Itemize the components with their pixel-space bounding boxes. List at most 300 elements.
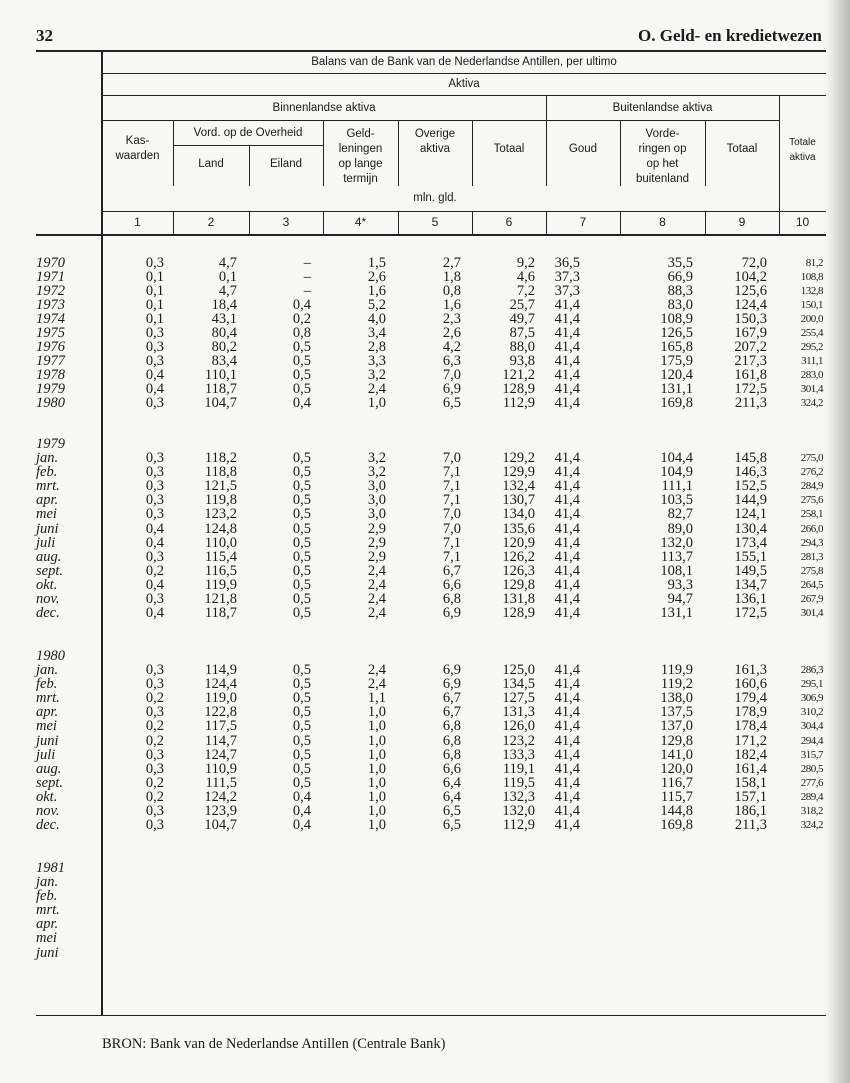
cell-col-5: 7,0 <box>442 506 461 523</box>
cell-col-1: 0,3 <box>145 492 164 509</box>
cell-col-8: 131,1 <box>660 381 693 397</box>
cell-col-10: 277,6 <box>800 776 823 789</box>
cell-col-2: 117,5 <box>204 718 237 735</box>
cell-col-8: 113,7 <box>660 548 693 565</box>
rule <box>546 211 547 234</box>
cell-col-8: 131,1 <box>660 605 693 622</box>
cell-col-2: 124,8 <box>204 520 237 537</box>
cell-col-10: 294,3 <box>800 536 823 549</box>
cell-col-10: 275,6 <box>800 494 823 507</box>
cell-col-4: 5,2 <box>367 297 386 313</box>
cell-col-8: 169,8 <box>660 817 693 834</box>
cell-col-2: 4,7 <box>218 283 237 299</box>
cell-col-8: 116,7 <box>660 774 693 791</box>
column-number: 3 <box>282 215 290 229</box>
cell-col-3: 0,5 <box>292 381 311 397</box>
cell-col-3: 0,5 <box>292 732 311 749</box>
cell-col-7: 41,4 <box>554 395 580 411</box>
cell-col-2: 119,8 <box>204 492 237 509</box>
row-label: 1970 <box>36 255 65 271</box>
cell-col-1: 0,3 <box>145 478 164 495</box>
cell-col-1: 0,3 <box>145 325 164 341</box>
cell-col-9: 146,3 <box>734 464 767 481</box>
cell-col-5: 6,8 <box>442 718 461 735</box>
cell-col-3: 0,5 <box>292 676 311 693</box>
cell-col-2: 119,9 <box>204 576 237 593</box>
cell-col-1: 0,3 <box>145 464 164 481</box>
cell-col-5: 6,9 <box>442 381 461 397</box>
cell-col-9: 72,0 <box>741 255 767 271</box>
column-number: 2 <box>207 215 215 229</box>
cell-col-1: 0,4 <box>145 520 164 537</box>
cell-col-1: 0,4 <box>145 605 164 622</box>
cell-col-2: 118,7 <box>204 605 237 622</box>
cell-col-10: 306,9 <box>800 692 823 705</box>
row-label: mei <box>36 506 57 523</box>
cell-col-6: 121,2 <box>502 367 535 383</box>
cell-col-7: 37,3 <box>554 283 580 299</box>
vorderingen-header: Vorde- ringen op op het buitenland <box>635 128 690 185</box>
cell-col-6: 128,9 <box>502 381 535 397</box>
row-label: okt. <box>36 576 58 593</box>
cell-col-2: 83,4 <box>211 353 237 369</box>
cell-col-4: 2,9 <box>367 534 386 551</box>
cell-col-4: 2,4 <box>367 676 386 693</box>
cell-col-9: 178,9 <box>734 704 767 721</box>
cell-col-3: 0,5 <box>292 746 311 763</box>
cell-col-10: 284,9 <box>800 480 823 493</box>
cell-col-1: 0,1 <box>145 297 164 313</box>
row-label: juli <box>36 534 56 551</box>
cell-col-10: 255,4 <box>800 327 823 339</box>
cell-col-1: 0,3 <box>145 548 164 565</box>
cell-col-2: 118,2 <box>204 450 237 466</box>
cell-col-9: 134,7 <box>734 576 767 593</box>
cell-col-2: 116,5 <box>204 562 237 579</box>
cell-col-8: 66,9 <box>667 269 693 285</box>
cell-col-3: 0,5 <box>292 718 311 735</box>
cell-col-5: 6,6 <box>442 576 461 593</box>
row-label: 1972 <box>36 283 65 299</box>
rule <box>398 211 399 234</box>
cell-col-4: 2,9 <box>367 520 386 537</box>
cell-col-6: 128,9 <box>502 605 535 622</box>
cell-col-8: 35,5 <box>667 255 693 271</box>
cell-col-8: 82,7 <box>667 506 693 523</box>
cell-col-2: 104,7 <box>204 395 237 411</box>
cell-col-6: 120,9 <box>502 534 535 551</box>
cell-col-10: 295,2 <box>800 341 823 353</box>
row-label: mei <box>36 718 57 735</box>
cell-col-5: 7,0 <box>442 450 461 466</box>
cell-col-10: 283,0 <box>800 369 823 381</box>
cell-col-8: 108,9 <box>660 311 693 327</box>
row-label: juni <box>36 732 59 749</box>
cell-col-5: 7,1 <box>442 548 461 565</box>
cell-col-8: 89,0 <box>667 520 693 537</box>
cell-col-8: 169,8 <box>660 395 693 411</box>
cell-col-10: 324,2 <box>800 397 823 409</box>
cell-col-9: 104,2 <box>734 269 767 285</box>
cell-col-8: 83,0 <box>667 297 693 313</box>
cell-col-2: 119,0 <box>204 690 237 707</box>
row-label: apr. <box>36 704 59 721</box>
cell-col-8: 111,1 <box>661 478 693 495</box>
cell-col-9: 207,2 <box>734 339 767 355</box>
cell-col-7: 41,4 <box>554 760 580 777</box>
vord-overheid-header: Vord. op de Overheid <box>193 127 303 139</box>
row-label: 1979 <box>36 381 65 397</box>
rule <box>620 211 621 234</box>
cell-col-9: 157,1 <box>734 788 767 805</box>
cell-col-6: 127,5 <box>502 690 535 707</box>
cell-col-1: 0,4 <box>145 576 164 593</box>
cell-col-2: 115,4 <box>204 548 237 565</box>
row-label: 1974 <box>36 311 65 327</box>
cell-col-1: 0,3 <box>145 450 164 466</box>
row-label: mei <box>36 930 57 947</box>
cell-col-5: 6,5 <box>442 395 461 411</box>
cell-col-3: 0,5 <box>292 562 311 579</box>
cell-col-6: 7,2 <box>516 283 535 299</box>
cell-col-2: 124,7 <box>204 746 237 763</box>
cell-col-5: 1,6 <box>442 297 461 313</box>
cell-col-6: 112,9 <box>502 817 535 834</box>
cell-col-5: 6,9 <box>442 662 461 678</box>
cell-col-9: 172,5 <box>734 381 767 397</box>
row-label: mrt. <box>36 902 60 919</box>
cell-col-7: 41,4 <box>554 746 580 763</box>
cell-col-6: 112,9 <box>502 395 535 411</box>
cell-col-8: 129,8 <box>660 732 693 749</box>
column-number: 8 <box>659 215 666 229</box>
cell-col-5: 0,8 <box>442 283 461 299</box>
cell-col-3: – <box>303 269 311 285</box>
cell-col-3: 0,4 <box>292 817 311 834</box>
cell-col-1: 0,3 <box>145 803 164 819</box>
cell-col-3: 0,4 <box>292 395 311 411</box>
cell-col-10: 318,2 <box>800 805 823 817</box>
cell-col-5: 6,9 <box>442 605 461 622</box>
cell-col-3: 0,5 <box>292 548 311 565</box>
cell-col-6: 126,0 <box>502 718 535 735</box>
cell-col-1: 0,3 <box>145 395 164 411</box>
row-label: 1980 <box>36 395 65 411</box>
geldleningen-header: Geld- leningen op lange termijn <box>338 128 383 185</box>
cell-col-5: 6,5 <box>442 803 461 819</box>
rule <box>472 211 473 234</box>
page-number: 32 <box>36 26 53 45</box>
goud-header: Goud <box>568 143 598 155</box>
cell-col-8: 165,8 <box>660 339 693 355</box>
cell-col-5: 6,7 <box>442 704 461 721</box>
row-label: juni <box>36 944 59 961</box>
cell-col-7: 41,4 <box>554 591 580 607</box>
unit-label: mln. gld. <box>413 192 457 204</box>
row-label: aug. <box>36 760 62 777</box>
cell-col-6: 131,8 <box>502 591 535 607</box>
cell-col-2: 80,4 <box>211 325 237 341</box>
cell-col-2: 123,2 <box>204 506 237 523</box>
cell-col-2: 110,9 <box>204 760 237 777</box>
cell-col-3: 0,5 <box>292 492 311 509</box>
cell-col-8: 119,9 <box>660 662 693 678</box>
cell-col-4: 2,4 <box>367 662 386 678</box>
cell-col-3: 0,5 <box>292 520 311 537</box>
cell-col-9: 124,1 <box>734 506 767 523</box>
row-label: 1976 <box>36 339 65 355</box>
cell-col-3: – <box>303 255 311 271</box>
cell-col-7: 36,5 <box>554 255 580 271</box>
totaal-buiten-header: Totaal <box>726 143 758 155</box>
cell-col-8: 138,0 <box>660 690 693 707</box>
cell-col-4: 1,0 <box>367 395 386 411</box>
cell-col-2: 114,7 <box>204 732 237 749</box>
cell-col-6: 129,9 <box>502 464 535 481</box>
cell-col-9: 211,3 <box>734 817 767 834</box>
cell-col-6: 123,2 <box>502 732 535 749</box>
column-number: 1 <box>134 215 141 229</box>
cell-col-1: 0,4 <box>145 534 164 551</box>
cell-col-1: 0,2 <box>145 774 164 791</box>
cell-col-4: 3,0 <box>367 492 386 509</box>
cell-col-9: 182,4 <box>734 746 767 763</box>
cell-col-8: 104,9 <box>660 464 693 481</box>
cell-col-8: 126,5 <box>660 325 693 341</box>
cell-col-4: 3,3 <box>367 353 386 369</box>
cell-col-2: 18,4 <box>211 297 237 313</box>
row-label: dec. <box>36 605 60 622</box>
cell-col-10: 289,4 <box>800 790 823 803</box>
cell-col-2: 4,7 <box>218 255 237 271</box>
cell-col-7: 41,4 <box>554 311 580 327</box>
kaswaarden-header: Kas- waarden <box>115 135 160 162</box>
totale-aktiva-header: Totale aktiva <box>789 137 816 163</box>
cell-col-3: 0,5 <box>292 760 311 777</box>
cell-col-4: 2,4 <box>367 381 386 397</box>
cell-col-10: 81,2 <box>805 257 823 269</box>
cell-col-4: 2,4 <box>367 562 386 579</box>
cell-col-9: 217,3 <box>734 353 767 369</box>
cell-col-3: 0,4 <box>292 297 311 313</box>
cell-col-5: 6,6 <box>442 760 461 777</box>
row-label: mrt. <box>36 690 60 707</box>
cell-col-9: 167,9 <box>734 325 767 341</box>
cell-col-8: 141,0 <box>660 746 693 763</box>
cell-col-9: 211,3 <box>734 395 767 411</box>
cell-col-8: 108,1 <box>660 562 693 579</box>
cell-col-4: 3,4 <box>367 325 386 341</box>
cell-col-6: 9,2 <box>516 255 535 271</box>
cell-col-7: 41,4 <box>554 381 580 397</box>
cell-col-6: 135,6 <box>502 520 535 537</box>
cell-col-7: 41,4 <box>554 297 580 313</box>
cell-col-2: 121,5 <box>204 478 237 495</box>
cell-col-6: 132,3 <box>502 788 535 805</box>
cell-col-9: 152,5 <box>734 478 767 495</box>
cell-col-7: 41,4 <box>554 774 580 791</box>
cell-col-6: 130,7 <box>502 492 535 509</box>
row-label: jan. <box>36 662 59 678</box>
cell-col-1: 0,3 <box>145 662 164 678</box>
cell-col-2: 110,0 <box>204 534 237 551</box>
cell-col-4: 1,0 <box>367 718 386 735</box>
cell-col-9: 136,1 <box>734 591 767 607</box>
cell-col-7: 41,4 <box>554 690 580 707</box>
cell-col-5: 6,4 <box>442 788 461 805</box>
cell-col-9: 186,1 <box>734 803 767 819</box>
cell-col-7: 41,4 <box>554 732 580 749</box>
cell-col-7: 41,4 <box>554 718 580 735</box>
rule <box>102 120 779 121</box>
cell-col-7: 41,4 <box>554 817 580 834</box>
cell-col-10: 301,4 <box>800 607 823 620</box>
cell-col-1: 0,3 <box>145 506 164 523</box>
overige-header: Overige aktiva <box>414 128 456 155</box>
cell-col-10: 108,8 <box>800 271 823 283</box>
cell-col-9: 179,4 <box>734 690 767 707</box>
column-number: 6 <box>505 215 513 229</box>
rule <box>173 145 323 146</box>
cell-col-6: 119,5 <box>502 774 535 791</box>
cell-col-1: 0,3 <box>145 591 164 607</box>
cell-col-6: 4,6 <box>516 269 535 285</box>
cell-col-5: 7,1 <box>442 478 461 495</box>
cell-col-6: 119,1 <box>502 760 535 777</box>
cell-col-1: 0,2 <box>145 732 164 749</box>
cell-col-4: 3,2 <box>367 367 386 383</box>
cell-col-3: 0,5 <box>292 591 311 607</box>
cell-col-8: 120,0 <box>660 760 693 777</box>
cell-col-8: 88,3 <box>667 283 693 299</box>
cell-col-3: 0,5 <box>292 704 311 721</box>
cell-col-6: 129,8 <box>502 576 535 593</box>
cell-col-6: 87,5 <box>509 325 535 341</box>
cell-col-1: 0,3 <box>145 676 164 693</box>
cell-col-6: 125,0 <box>502 662 535 678</box>
binnenlandse-header: Binnenlandse aktiva <box>272 102 376 114</box>
cell-col-10: 295,1 <box>800 678 823 691</box>
row-label: 1973 <box>36 297 65 313</box>
cell-col-5: 6,7 <box>442 562 461 579</box>
cell-col-3: 0,4 <box>292 788 311 805</box>
cell-col-4: 1,0 <box>367 732 386 749</box>
cell-col-9: 171,2 <box>734 732 767 749</box>
cell-col-10: 266,0 <box>800 522 823 535</box>
cell-col-6: 25,7 <box>509 297 535 313</box>
cell-col-2: 118,8 <box>204 464 237 481</box>
cell-col-5: 7,0 <box>442 520 461 537</box>
rule <box>323 211 324 234</box>
rule <box>705 211 706 234</box>
cell-col-4: 4,0 <box>367 311 386 327</box>
cell-col-6: 132,0 <box>502 803 535 819</box>
table-title: Balans van de Bank van de Nederlandse Antillen, per ultimo <box>311 56 617 68</box>
cell-col-7: 41,4 <box>554 676 580 693</box>
cell-col-3: 0,5 <box>292 367 311 383</box>
cell-col-2: 118,7 <box>204 381 237 397</box>
cell-col-4: 2,4 <box>367 591 386 607</box>
cell-col-6: 132,4 <box>502 478 535 495</box>
cell-col-6: 126,3 <box>502 562 535 579</box>
cell-col-3: 0,5 <box>292 353 311 369</box>
row-label: feb. <box>36 676 58 693</box>
cell-col-6: 133,3 <box>502 746 535 763</box>
eiland-header: Eiland <box>270 158 302 170</box>
cell-col-6: 129,2 <box>502 450 535 466</box>
cell-col-5: 1,8 <box>442 269 461 285</box>
cell-col-10: 275,8 <box>800 564 823 577</box>
cell-col-7: 41,4 <box>554 562 580 579</box>
cell-col-5: 2,6 <box>442 325 461 341</box>
cell-col-8: 103,5 <box>660 492 693 509</box>
cell-col-5: 2,7 <box>442 255 461 271</box>
cell-col-5: 7,1 <box>442 464 461 481</box>
cell-col-5: 6,7 <box>442 690 461 707</box>
row-label: jan. <box>36 874 59 890</box>
cell-col-1: 0,3 <box>145 760 164 777</box>
cell-col-10: 150,1 <box>800 299 823 311</box>
row-label: 1978 <box>36 367 65 383</box>
cell-col-3: 0,5 <box>292 605 311 622</box>
column-number: 10 <box>795 215 810 229</box>
column-number: 9 <box>738 215 746 229</box>
cell-col-10: 286,3 <box>800 664 823 676</box>
cell-col-7: 41,4 <box>554 548 580 565</box>
cell-col-7: 41,4 <box>554 450 580 466</box>
cell-col-6: 93,8 <box>509 353 535 369</box>
cell-col-7: 41,4 <box>554 605 580 622</box>
cell-col-4: 1,6 <box>367 283 386 299</box>
cell-col-1: 0,2 <box>145 690 164 707</box>
cell-col-3: 0,5 <box>292 662 311 678</box>
cell-col-4: 2,9 <box>367 548 386 565</box>
row-label: okt. <box>36 788 58 805</box>
cell-col-10: 310,2 <box>800 706 823 719</box>
cell-col-2: 111,5 <box>205 774 237 791</box>
cell-col-8: 132,0 <box>660 534 693 551</box>
cell-col-1: 0,1 <box>145 269 164 285</box>
cell-col-9: 144,9 <box>734 492 767 509</box>
rule <box>101 50 103 1015</box>
cell-col-7: 41,4 <box>554 788 580 805</box>
land-header: Land <box>198 158 224 170</box>
cell-col-2: 124,4 <box>204 676 237 693</box>
cell-col-4: 3,2 <box>367 464 386 481</box>
cell-col-4: 2,8 <box>367 339 386 355</box>
cell-col-3: 0,2 <box>292 311 311 327</box>
row-label: nov. <box>36 803 60 819</box>
row-label: 1975 <box>36 325 65 341</box>
cell-col-8: 93,3 <box>667 576 693 593</box>
cell-col-4: 3,0 <box>367 506 386 523</box>
cell-col-1: 0,4 <box>145 381 164 397</box>
cell-col-10: 264,5 <box>800 578 823 591</box>
cell-col-3: 0,5 <box>292 534 311 551</box>
cell-col-1: 0,2 <box>145 718 164 735</box>
cell-col-2: 124,2 <box>204 788 237 805</box>
cell-col-2: 104,7 <box>204 817 237 834</box>
cell-col-5: 7,1 <box>442 534 461 551</box>
cell-col-1: 0,3 <box>145 746 164 763</box>
cell-col-7: 41,4 <box>554 506 580 523</box>
cell-col-3: 0,4 <box>292 803 311 819</box>
cell-col-9: 158,1 <box>734 774 767 791</box>
cell-col-7: 41,4 <box>554 492 580 509</box>
cell-col-3: 0,5 <box>292 506 311 523</box>
cell-col-4: 1,0 <box>367 774 386 791</box>
year-heading: 1980 <box>36 648 65 664</box>
